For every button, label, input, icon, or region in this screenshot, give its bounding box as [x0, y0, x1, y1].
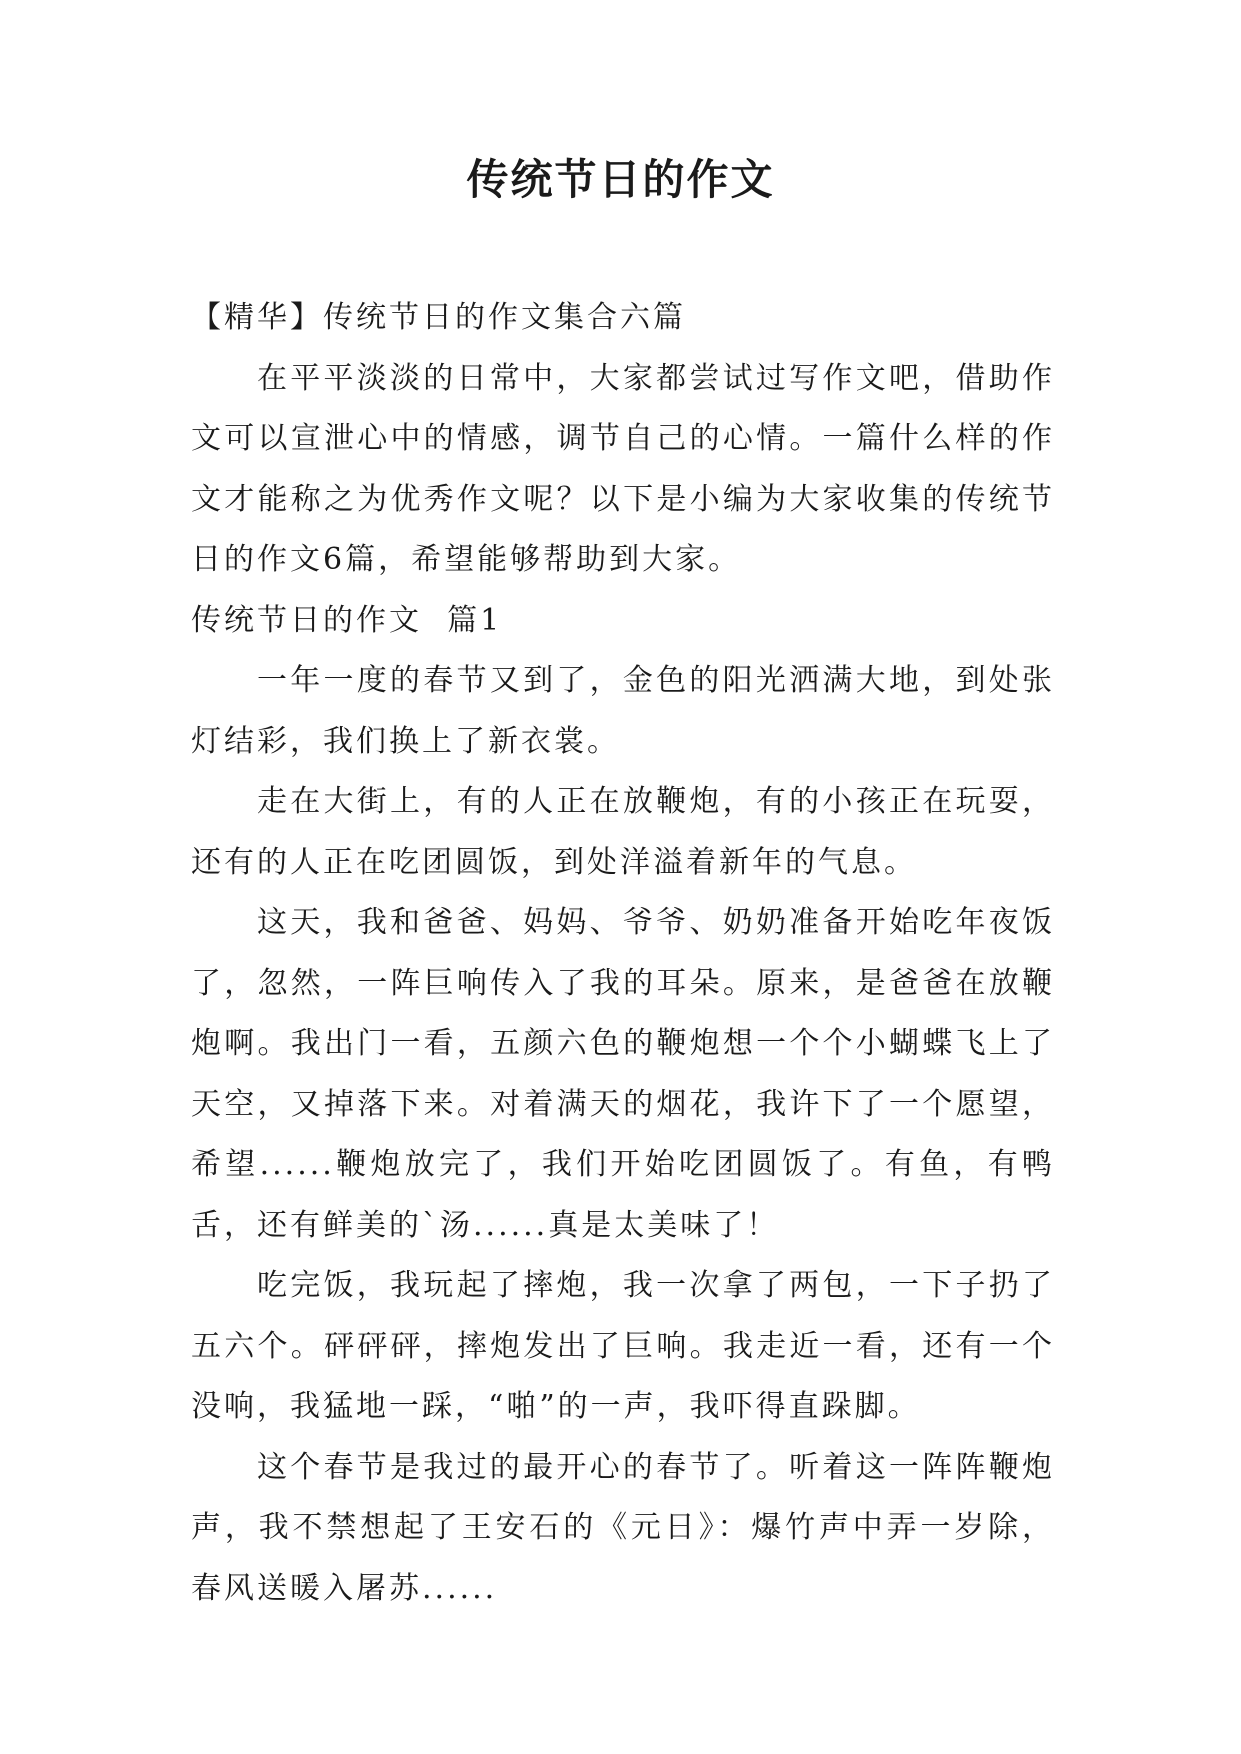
essay-paragraph: 这天，我和爸爸、妈妈、爷爷、奶奶准备开始吃年夜饭了，忽然，一阵巨响传入了我的耳朵。原来，是爸爸在放鞭炮啊。我出门一看，五颜六色的鞭炮想一个个小蝴蝶飞上了天空，又掉落下来。对着满天的烟花，我许下了一个愿望，希望......鞭炮放完了，我们开始吃团圆饭了。有鱼，有鸭舌，还有鲜美的`汤......真是太美味了！ — [191, 905, 1055, 1243]
intro-paragraph: 在平平淡淡的日常中，大家都尝试过写作文吧，借助作文可以宣泄心中的情感，调节自己的心情。一篇什么样的作文才能称之为优秀作文呢？以下是小编为大家收集的传统节日的作文6篇，希望能够帮助到大家。 — [191, 360, 1055, 577]
document-body — [191, 288, 1055, 1619]
essay-paragraph: 一年一度的春节又到了，金色的阳光洒满大地，到处张灯结彩，我们换上了新衣裳。 — [191, 663, 1055, 759]
intro-heading: 【精华】传统节日的作文集合六篇 — [191, 300, 686, 335]
essay-paragraph: 这个春节是我过的最开心的春节了。听着这一阵阵鞭炮声，我不禁想起了王安石的《元日》：爆竹声中弄一岁除，春风送暖入屠苏...... — [191, 1449, 1055, 1606]
essay-paragraph: 吃完饭，我玩起了摔炮，我一次拿了两包，一下子扔了五六个。砰砰砰，摔炮发出了巨响。我走近一看，还有一个没响，我猛地一踩，“啪”的一声，我吓得直跺脚。 — [191, 1268, 1055, 1424]
essay-paragraph: 走在大街上，有的人正在放鞭炮，有的小孩正在玩耍，还有的人正在吃团圆饭，到处洋溢着新年的气息。 — [191, 784, 1055, 880]
section-heading: 传统节日的作文 篇1 — [191, 602, 503, 638]
page-title: 传统节日的作文 — [466, 155, 775, 204]
